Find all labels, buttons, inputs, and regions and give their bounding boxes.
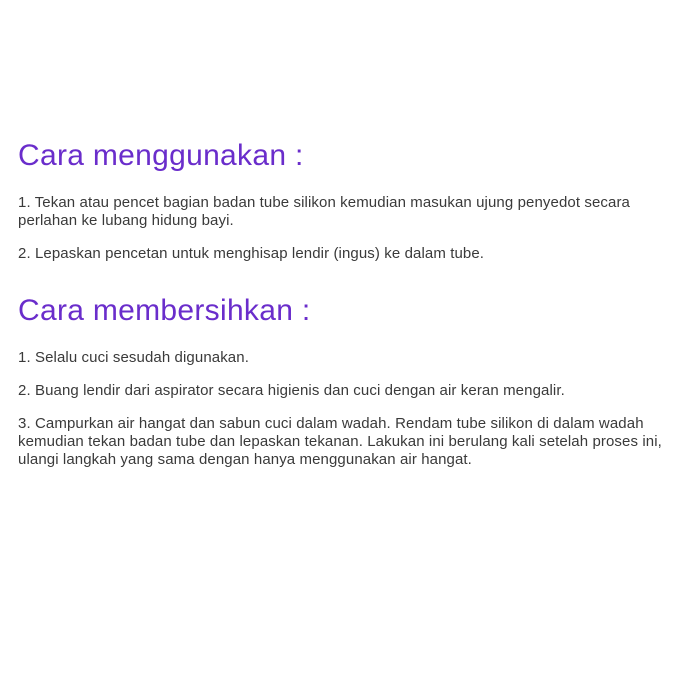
cleaning-section-heading: Cara membersihkan : — [18, 294, 311, 327]
section-usage — [18, 140, 662, 263]
usage-step-1: 1. Tekan atau pencet bagian badan tube silikon kemudian masukan ujung penyedot secara perlahan ke lubang hidung bayi. — [18, 194, 630, 229]
cleaning-step-3: 3. Campurkan air hangat dan sabun cuci dalam wadah. Rendam tube silikon di dalam wadah kemudian tekan badan tube dan lepaskan tekanan. Lakukan ini berulang kali setelah proses ini, ulangi langkah yang sama dengan hanya menggunakan air hangat. — [18, 415, 662, 468]
cleaning-step-1: 1. Selalu cuci sesudah digunakan. — [18, 349, 249, 366]
usage-step-2: 2. Lepaskan pencetan untuk menghisap lendir (ingus) ke dalam tube. — [18, 245, 485, 262]
usage-section-heading: Cara menggunakan : — [18, 139, 304, 172]
section-cleaning — [18, 295, 662, 469]
document-content — [18, 140, 662, 469]
cleaning-step-2: 2. Buang lendir dari aspirator secara higienis dan cuci dengan air keran mengalir. — [18, 382, 565, 399]
